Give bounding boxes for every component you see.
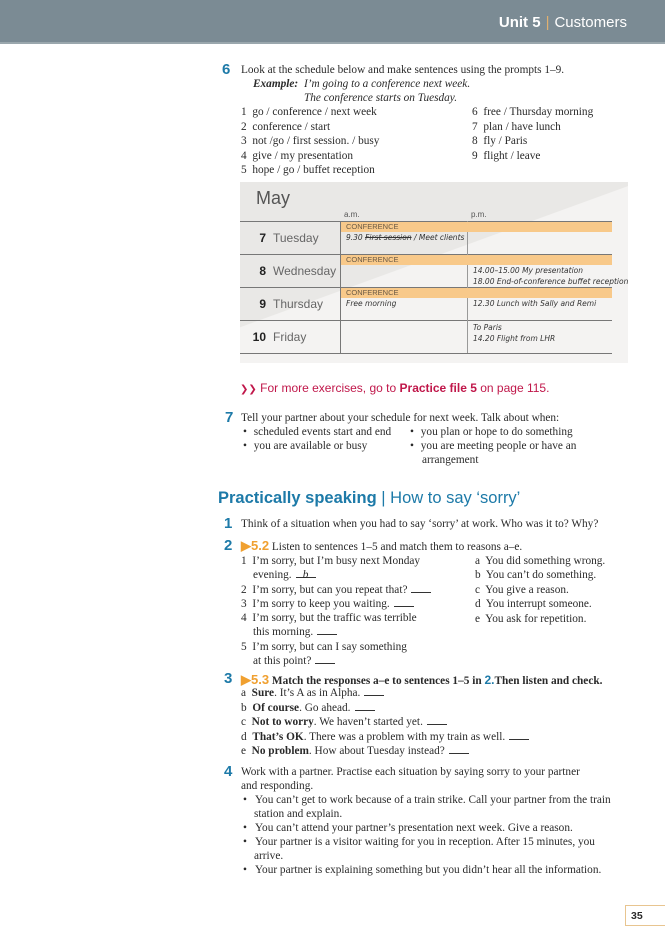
- instruction: and responding.: [241, 780, 314, 792]
- day-row: 7 Tuesday: [259, 231, 319, 245]
- audio-track[interactable]: ▶5.2 Listen to sentences 1–5 and match them to reasons a–e.: [241, 538, 523, 553]
- friday-pm-entry: To Paris 14.20 Flight from LHR: [473, 323, 556, 343]
- bullet-continuation: arrive.: [254, 850, 284, 862]
- bullet-continuation: station and explain.: [254, 808, 343, 820]
- instruction: Look at the schedule below and make sentences using the prompts 1–9.: [241, 64, 565, 76]
- schedule: [240, 182, 628, 363]
- prompt-item: 3 not /go / first session. / busy: [241, 135, 380, 147]
- sentence-item: 4 I’m sorry, but the traffic was terrible: [241, 612, 417, 624]
- answer-blank[interactable]: [411, 584, 431, 593]
- response-item: b Of course. Go ahead.: [241, 702, 375, 714]
- example-line: The conference starts on Tuesday.: [304, 92, 458, 104]
- bullet: • scheduled events start and end: [243, 426, 392, 438]
- bullet: • you are meeting people or have an: [410, 440, 577, 452]
- exercise-number: 3: [224, 670, 233, 687]
- bullet: • Your partner is explaining something but you didn’t hear all the information.: [243, 864, 602, 876]
- answer-blank[interactable]: [317, 626, 337, 635]
- example-label: Example:: [253, 78, 299, 90]
- sentence-item: 5 I’m sorry, but can I say something: [241, 641, 407, 653]
- prompt-item: 4 give / my presentation: [241, 149, 354, 162]
- separator: |: [545, 14, 550, 31]
- response-item: e No problem. How about Tuesday instead?: [241, 745, 469, 757]
- bullet-continuation: arrangement: [422, 454, 479, 466]
- page-number: 35: [625, 905, 665, 926]
- unit-label: Unit 5: [498, 14, 541, 31]
- reason-item: b You can’t do something.: [475, 569, 597, 582]
- tuesday-am-entry: 9.30 First session / Meet clients: [346, 233, 465, 242]
- sentence-item: 3 I’m sorry to keep you waiting.: [241, 598, 414, 610]
- response-item: d That’s OK. There was a problem with my train as well.: [241, 731, 529, 743]
- sentence-item: 1 I’m sorry, but I’m busy next Monday: [241, 555, 421, 567]
- day-row: 9 Thursday: [259, 297, 324, 311]
- conference-bar: CONFERENCE: [341, 288, 612, 298]
- thursday-pm-entry: 12.30 Lunch with Sally and Remi: [473, 299, 597, 308]
- sentence-continuation: evening. b: [253, 569, 316, 581]
- bullet: • You can’t attend your partner’s presentation next week. Give a reason.: [243, 822, 573, 834]
- sentence-item: 2 I’m sorry, but can you repeat that?: [241, 584, 431, 596]
- day-row: 8 Wednesday: [259, 264, 337, 278]
- bullet: • Your partner is a visitor waiting for you in reception. After 15 minutes, you: [243, 836, 595, 848]
- answer-blank[interactable]: [315, 655, 335, 664]
- example-line: I’m going to a conference next week.: [304, 78, 471, 90]
- answer-blank[interactable]: [427, 716, 447, 725]
- answer-blank[interactable]: [449, 745, 469, 754]
- conference-bar: CONFERENCE: [341, 222, 612, 232]
- exercise-number: 4: [224, 763, 233, 780]
- section-heading: Practically speaking | How to say ‘sorry’: [218, 489, 521, 507]
- response-item: a Sure. It’s A as in Alpha.: [241, 687, 384, 699]
- day-row: 10 Friday: [252, 330, 307, 344]
- answer-blank[interactable]: [509, 731, 529, 740]
- prompt-item: 6 free / Thursday morning: [472, 106, 594, 118]
- reason-item: c You give a reason.: [475, 583, 569, 596]
- unit-title: Customers: [554, 14, 627, 31]
- month: May: [256, 188, 291, 208]
- practice-file-link[interactable]: ❯❯ For more exercises, go to Practice file 5 on page 115.: [240, 381, 550, 395]
- prompt-item: 2 conference / start: [241, 120, 331, 133]
- exercise-number: 2: [224, 537, 233, 554]
- am-header: a.m.: [344, 210, 360, 219]
- unit-header: [0, 0, 665, 44]
- answer-blank[interactable]: [394, 598, 414, 607]
- instruction: Work with a partner. Practise each situation by saying sorry to your partner: [241, 766, 580, 778]
- prompt-item: 7 plan / have lunch: [472, 120, 561, 133]
- wednesday-pm-entry: 14.00–15.00 My presentation 18.00 End-of-conference buffet reception: [473, 266, 629, 286]
- bullet: • you plan or hope to do something: [410, 426, 573, 438]
- reason-item: e You ask for repetition.: [475, 612, 587, 625]
- instruction: Think of a situation when you had to say ‘sorry’ at work. Who was it to? Why?: [241, 518, 599, 530]
- exercise-number: 7: [225, 409, 234, 426]
- pm-header: p.m.: [471, 210, 487, 219]
- audio-track[interactable]: ▶5.3 Match the responses a–e to sentences 1–5 in 2.Then listen and check.: [241, 672, 603, 687]
- prompt-item: 5 hope / go / buffet reception: [241, 164, 375, 176]
- exercise-number: 1: [224, 515, 233, 532]
- instruction: Tell your partner about your schedule for next week. Talk about when:: [241, 412, 560, 424]
- reason-item: a You did something wrong.: [475, 555, 606, 567]
- bullet: • you are available or busy: [243, 440, 368, 452]
- prompt-item: 9 flight / leave: [472, 149, 541, 162]
- sentence-continuation: at this point?: [253, 655, 335, 667]
- conference-bar: CONFERENCE: [341, 255, 612, 265]
- prompt-item: 8 fly / Paris: [472, 135, 528, 147]
- response-item: c Not to worry. We haven’t started yet.: [241, 716, 447, 728]
- prompt-item: 1 go / conference / next week: [241, 106, 377, 118]
- answer-blank[interactable]: [355, 702, 375, 711]
- answer-blank[interactable]: [364, 687, 384, 696]
- sentence-continuation: this morning.: [253, 626, 337, 638]
- reason-item: d You interrupt someone.: [475, 598, 592, 611]
- bullet: • You can’t get to work because of a train strike. Call your partner from the train: [243, 794, 611, 806]
- answer-blank[interactable]: b: [296, 569, 316, 578]
- thursday-am-entry: Free morning: [346, 299, 397, 308]
- exercise-number: 6: [222, 61, 231, 78]
